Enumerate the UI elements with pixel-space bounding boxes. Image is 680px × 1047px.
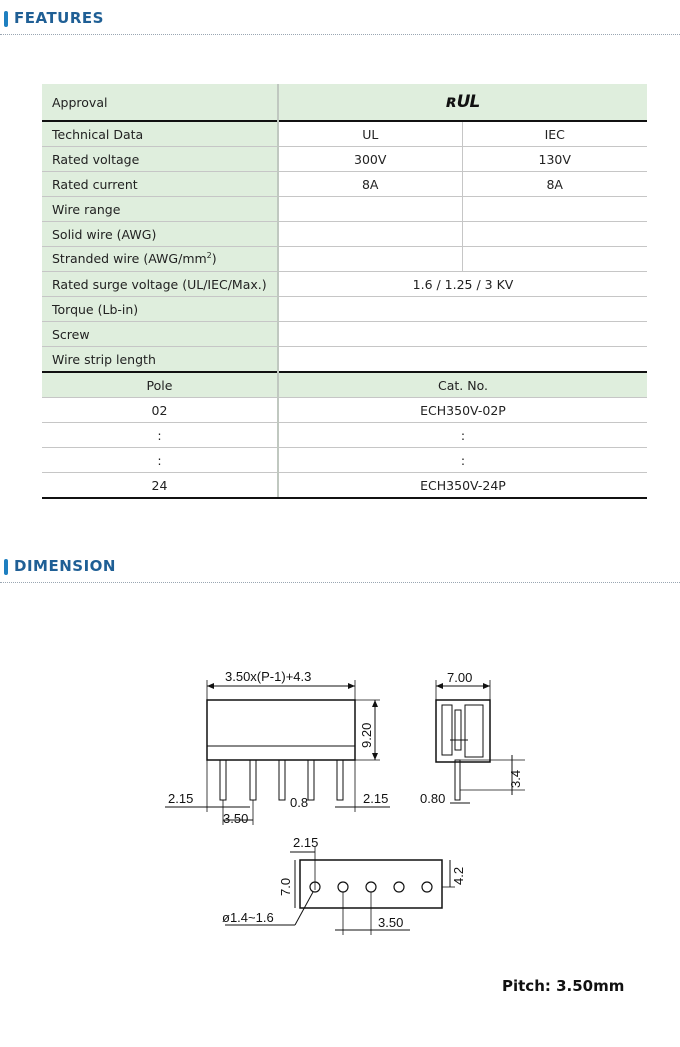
rated-voltage-iec: 130V (462, 147, 647, 172)
pole-header: Pole (42, 372, 278, 398)
cat-no-value: ECH350V-02P (278, 398, 647, 423)
torque-row (42, 297, 647, 322)
wire-range-row (42, 197, 647, 222)
stranded-wire-label: Stranded wire (AWG/mm (52, 251, 207, 267)
front-width-label: 3.50x(P-1)+4.3 (225, 669, 312, 684)
wire-range-label: Wire range (42, 197, 278, 222)
approval-logo-cell (278, 84, 647, 121)
pole-row (42, 398, 647, 423)
pole-value: : (42, 448, 278, 473)
pole-value: 02 (42, 398, 278, 423)
section-bar-icon (4, 559, 8, 575)
pole-row (42, 448, 647, 473)
pole-value: : (42, 423, 278, 448)
surge-value: 1.6 / 1.25 / 3 KV (278, 272, 647, 297)
rated-current-row (42, 172, 647, 197)
section-bar-icon (4, 11, 8, 27)
features-header (0, 8, 680, 36)
solid-wire-iec (462, 222, 647, 247)
strip-value (278, 347, 647, 373)
front-view (165, 669, 390, 826)
solid-wire-ul (278, 222, 462, 247)
screw-value (278, 322, 647, 347)
rated-current-label: Rated current (42, 172, 278, 197)
bottom-hole-pos-label: 4.2 (451, 866, 466, 885)
torque-label: Torque (Lb-in) (42, 297, 278, 322)
ul-recognized-icon: ʀUL (446, 92, 480, 112)
dimension-header (0, 556, 680, 584)
strip-label: Wire strip length (42, 347, 278, 373)
screw-label: Screw (42, 322, 278, 347)
stranded-wire-iec (462, 247, 647, 272)
wire-range-ul (278, 197, 462, 222)
stranded-wire-label-end: ) (211, 251, 217, 267)
dimension-title: DIMENSION (14, 557, 116, 575)
side-pin-label: 0.80 (420, 791, 446, 806)
left-offset-label: 2.15 (168, 791, 194, 806)
technical-data-label: Technical Data (42, 121, 278, 147)
bottom-height-label: 7.0 (278, 877, 293, 896)
rated-current-ul: 8A (278, 172, 462, 197)
stranded-wire-sup: 2 (206, 251, 212, 261)
torque-value (278, 297, 647, 322)
surge-label: Rated surge voltage (UL/IEC/Max.) (42, 272, 278, 297)
hole-diameter-label: ø1.4~1.6 (222, 910, 274, 925)
iec-column-header: IEC (462, 121, 647, 147)
cat-no-value: : (278, 448, 647, 473)
right-offset-label: 2.15 (363, 791, 389, 806)
side-view (420, 670, 525, 806)
ul-column-header: UL (278, 121, 462, 147)
pole-value: 24 (42, 473, 278, 499)
dimension-drawing (150, 660, 530, 950)
rated-current-iec: 8A (462, 172, 647, 197)
cat-no-value: : (278, 423, 647, 448)
stranded-wire-label-cell (42, 247, 278, 272)
side-width-label: 7.00 (447, 670, 473, 685)
cat-no-header: Cat. No. (278, 372, 647, 398)
surge-row (42, 272, 647, 297)
features-title: FEATURES (14, 9, 104, 27)
cat-no-value: ECH350V-24P (278, 473, 647, 499)
rated-voltage-row (42, 147, 647, 172)
technical-data-row (42, 121, 647, 147)
screw-row (42, 322, 647, 347)
bottom-view (222, 835, 466, 935)
pole-row (42, 473, 647, 499)
stranded-wire-ul (278, 247, 462, 272)
approval-row (42, 84, 647, 121)
approval-label: Approval (42, 84, 278, 121)
front-height-label: 9.20 (359, 722, 374, 748)
stranded-wire-row (42, 247, 647, 272)
bottom-pitch-label: 3.50 (378, 915, 404, 930)
spec-table (42, 84, 647, 499)
solid-wire-label: Solid wire (AWG) (42, 222, 278, 247)
pitch-label: Pitch: 3.50mm (502, 977, 625, 995)
solid-wire-row (42, 222, 647, 247)
strip-row (42, 347, 647, 373)
side-pin-length-label: 3.4 (508, 769, 523, 788)
pole-row (42, 423, 647, 448)
rated-voltage-ul: 300V (278, 147, 462, 172)
dotted-divider (0, 34, 680, 35)
wire-range-iec (462, 197, 647, 222)
dotted-divider (0, 582, 680, 583)
pole-header-row (42, 372, 647, 398)
bottom-offset-label: 2.15 (293, 835, 319, 850)
pin-width-label: 0.8 (290, 795, 309, 810)
pitch-dim-label: 3.50 (223, 811, 249, 826)
rated-voltage-label: Rated voltage (42, 147, 278, 172)
